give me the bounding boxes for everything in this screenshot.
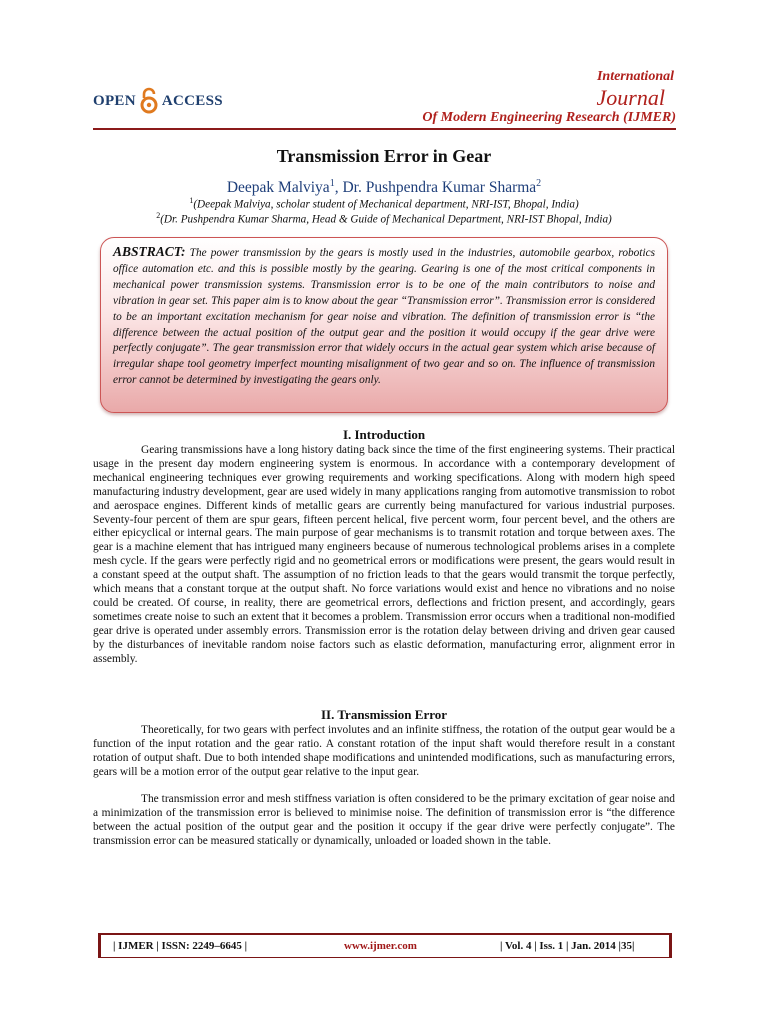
section-heading-transmission-error: II. Transmission Error (320, 707, 448, 722)
abstract-body: The power transmission by the gears is mostly used in the industries, automobile gearbox, robotics office automation etc. and this is possible mostly by the gearing. Gearing is one of the most critical components in mechanical power transmission systems. Transmission error is to be one of the main contributors to noise and vibration in gear set. This paper aim is to know about the gear “Transmission error”. Transmission error is considered to be an important excitation mechanism for gear noise and vibration. The definition of transmission error is “the difference between the actual position of the output gear and the position it would occupy if the gear drive were perfectly conjugate”. The gear transmission error that widely occurs in the actual gear system which arise because of irregular shape tool geometry imperfect mounting misalignment of two gear and so on. The influence of transmission error cannot be determined by investigating the gears only. (113, 247, 655, 387)
footer-issn: | IJMER | ISSN: 2249–6645 | (113, 940, 248, 952)
open-access-logo (93, 86, 223, 116)
section-heading-introduction: I. Introduction (342, 427, 426, 442)
transmission-error-paragraph-2: The transmission error and mesh stiffness variation is often considered to be the primary excitation of gear noise and a minimization of the transmission error is believed to minimise noise. The definition of transmission error is “the difference between the actual position of the output gear and the position it occupy if the gear drive were perfectly conjugate”. The transmission error can be measured statically or dynamically, unloaded or loaded shown in the table. (93, 793, 675, 847)
journal-header (0, 0, 768, 135)
abstract-box (100, 237, 668, 413)
affiliation-2-sup: 2 (156, 211, 161, 220)
footer-rule-top (98, 933, 672, 935)
author-1-sup: 1 (329, 178, 335, 189)
journal-international: International (596, 69, 674, 84)
open-access-left-text: OPEN (93, 92, 136, 109)
header-rule (93, 128, 676, 130)
transmission-error-body-1 (93, 724, 675, 780)
abstract-text (113, 244, 655, 389)
journal-full-name: Of Modern Engineering Research (IJMER) (422, 110, 676, 125)
abstract-label: ABSTRACT: (113, 244, 186, 259)
introduction-paragraph: Gearing transmissions have a long history dating back since the time of the first engineering systems. Their practical usage in the present day modern engineering system is enormous. In accordance with a contemporary development of mechanical engineering techniques ever growing requirements and working specifications. Along with modern high speed manufacturing industry development, gear are used widely in many applications ranging from automotive transmission to robot and aerospace engines. Different kinds of metallic gears are currently being manufactured for various industrial purposes. Seventy-four percent of them are spur gears, fifteen percent helical, five percent worm, four percent bevel, and the others are either epicyclical or internal gears. The main purpose of gear mechanisms is to transmit rotation and torque between axes. The gear is a machine element that has intrigued many engineers because of numerous technological problems arises in a complete mesh cycle. If the gears were perfectly rigid and no geometrical errors or modifications were present, the gears would result in a constant speed at the output shaft. The assumption of no friction leads to that the gears would transmit the torque perfectly, which means that a constant torque at the output shaft. No force variations would exist and hence no vibrations and no noise could be created. Of course, in reality, there are geometrical errors, deflections and friction present, and accordingly, gears sometimes create noise to such an extent that it becomes a problem. Transmission error occurs when a traditional non-modified gear drive is operated under assembly errors. Transmission error is the rotation delay between driving and driven gear caused by the disturbances of inevitable random noise factors such as elastic deformation, manufacturing error, alignment error in assembly. (93, 444, 675, 665)
footer-bar-right (669, 933, 672, 958)
open-lock-icon (139, 87, 159, 115)
authors-line (0, 178, 768, 197)
transmission-error-body-2 (93, 793, 675, 849)
affiliation-2-text: (Dr. Pushpendra Kumar Sharma, Head & Guide of Mechanical Department, NRI-IST Bhopal, India) (160, 213, 612, 226)
transmission-error-paragraph-1: Theoretically, for two gears with perfect involutes and an infinite stiffness, the rotation of the output gear would be a function of the input rotation and the gear ratio. A constant rotation of the input shaft would therefore result in a constant rotation of output shaft. Due to both intended shape modifications and unintended modifications, such as manufacturing errors, gears will be a motion error of the output gear relative to the input gear. (93, 724, 675, 778)
affiliation-1 (0, 196, 768, 211)
footer-volume-info: | Vol. 4 | Iss. 1 | Jan. 2014 |35| (500, 940, 635, 952)
paper-title: Transmission Error in Gear (276, 146, 492, 166)
affiliation-2 (0, 211, 768, 226)
affiliation-1-sup: 1 (189, 196, 194, 205)
introduction-body (93, 444, 675, 667)
author-2-sup: 2 (536, 178, 542, 189)
author-separator: , (334, 179, 343, 197)
footer-rule-bottom (98, 957, 672, 958)
open-access-right-text: ACCESS (161, 92, 223, 109)
author-2: Dr. Pushpendra Kumar Sharma (342, 179, 537, 197)
author-1: Deepak Malviya (226, 179, 330, 197)
affiliation-1-text: (Deepak Malviya, scholar student of Mechanical department, NRI-IST, Bhopal, India) (193, 198, 579, 211)
footer-bar-left (98, 933, 101, 958)
footer-website-link[interactable]: www.ijmer.com (344, 940, 417, 952)
journal-name: Journal (596, 85, 665, 110)
